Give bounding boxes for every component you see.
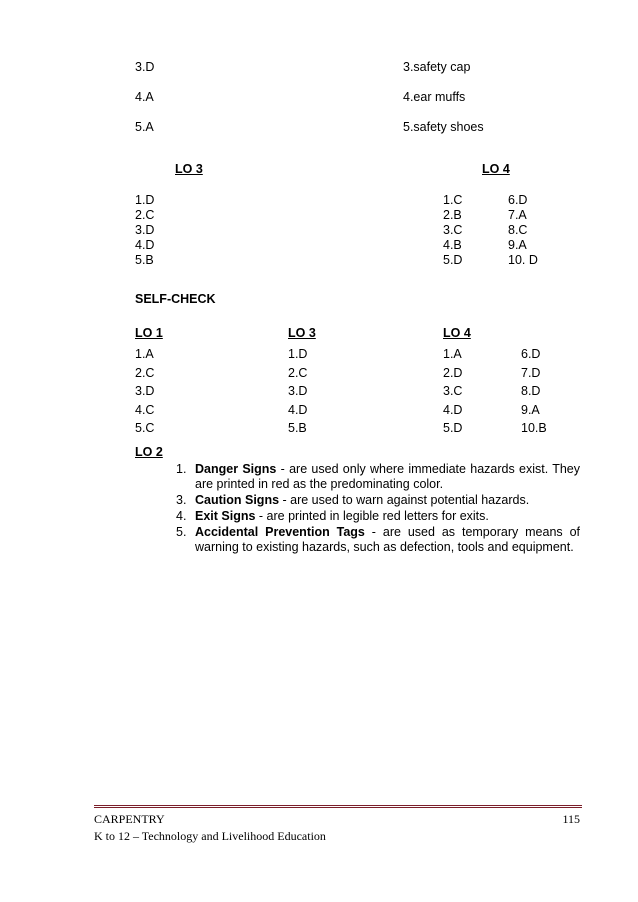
self-check-lo4-list-b xyxy=(521,345,547,438)
item-definition: - are used as temporary means of warning to existing hazards, such as defection, tools and equipment. xyxy=(195,525,580,554)
list-item: 3.D xyxy=(288,384,308,398)
item-definition: - are used only where immediate hazards exist. They are printed in red as the predominating color. xyxy=(195,462,580,491)
lo3-heading: LO 3 xyxy=(175,162,203,176)
list-item: 4.D xyxy=(135,238,155,252)
item-term: Accidental Prevention Tags xyxy=(195,525,365,539)
list-item xyxy=(176,509,580,524)
list-item: 2.C xyxy=(135,365,155,380)
list-item: 3.D xyxy=(135,384,155,398)
list-item: 9.A xyxy=(508,238,527,252)
list-item: 5.D xyxy=(443,253,463,267)
list-item: 2.B xyxy=(443,208,462,222)
list-item: 5.B xyxy=(135,253,154,267)
self-check-title: SELF-CHECK xyxy=(135,292,216,306)
item-number: 1. xyxy=(176,462,187,476)
lo4-answer-list-a xyxy=(443,193,462,268)
footer-page-number: 115 xyxy=(562,812,580,826)
list-item: 8.D xyxy=(521,384,541,398)
top-right-answer-4: 4.ear muffs xyxy=(403,90,466,104)
list-item: 5.D xyxy=(443,421,463,435)
footer-course: K to 12 – Technology and Livelihood Education xyxy=(94,829,326,843)
list-item: 8.C xyxy=(508,223,528,237)
list-item: 2.C xyxy=(135,208,155,222)
top-left-answer-5: 5.A xyxy=(135,120,154,134)
item-term: Exit Signs xyxy=(195,509,256,523)
top-left-answer-4: 4.A xyxy=(135,90,154,104)
list-item: 4.D xyxy=(288,402,308,417)
item-definition: - are used to warn against potential hazards. xyxy=(279,493,530,507)
lo3-answer-list xyxy=(135,193,154,268)
list-item: 1.D xyxy=(135,193,155,207)
list-item xyxy=(176,462,580,492)
list-item: 9.A xyxy=(521,402,540,417)
self-check-lo1-list xyxy=(135,345,154,438)
list-item: 3.D xyxy=(135,223,155,237)
list-item: 5.C xyxy=(135,421,155,435)
list-item: 1.D xyxy=(288,347,308,361)
top-right-answer-3: 3.safety cap xyxy=(403,60,471,74)
list-item: 3.C xyxy=(443,223,463,237)
item-term: Caution Signs xyxy=(195,493,280,507)
list-item: 5.B xyxy=(288,421,307,435)
list-item: 6.D xyxy=(521,347,541,361)
self-check-lo4-list-a xyxy=(443,345,462,438)
list-item xyxy=(176,493,580,508)
list-item: 4.B xyxy=(443,238,462,252)
list-item: 3.C xyxy=(443,384,463,398)
list-item: 4.D xyxy=(443,402,463,417)
item-number: 5. xyxy=(176,525,187,539)
list-item: 7.D xyxy=(521,365,541,380)
footer-subject: CARPENTRY xyxy=(94,812,165,826)
lo2-definition-list xyxy=(176,462,580,556)
self-check-lo4-heading: LO 4 xyxy=(443,326,471,340)
lo4-answer-list-b xyxy=(508,193,538,268)
list-item xyxy=(176,525,580,555)
lo4-heading: LO 4 xyxy=(482,162,510,176)
list-item: 1.C xyxy=(443,193,463,207)
item-number: 4. xyxy=(176,509,187,523)
self-check-lo3-list xyxy=(288,345,307,438)
list-item: 2.D xyxy=(443,365,463,380)
list-item: 7.A xyxy=(508,208,527,222)
self-check-lo2-heading: LO 2 xyxy=(135,445,163,459)
list-item: 2.C xyxy=(288,365,308,380)
self-check-lo1-heading: LO 1 xyxy=(135,326,163,340)
list-item: 4.C xyxy=(135,402,155,417)
footer-divider xyxy=(94,805,582,808)
list-item: 1.A xyxy=(135,347,154,361)
self-check-lo3-heading: LO 3 xyxy=(288,326,316,340)
top-left-answer-3: 3.D xyxy=(135,60,155,74)
top-right-answer-5: 5.safety shoes xyxy=(403,120,484,134)
item-term: Danger Signs xyxy=(195,462,277,476)
item-number: 3. xyxy=(176,493,187,507)
list-item: 10.B xyxy=(521,421,547,435)
list-item: 1.A xyxy=(443,347,462,361)
list-item: 6.D xyxy=(508,193,528,207)
list-item: 10. D xyxy=(508,253,538,267)
item-definition: - are printed in legible red letters for exits. xyxy=(255,509,489,523)
